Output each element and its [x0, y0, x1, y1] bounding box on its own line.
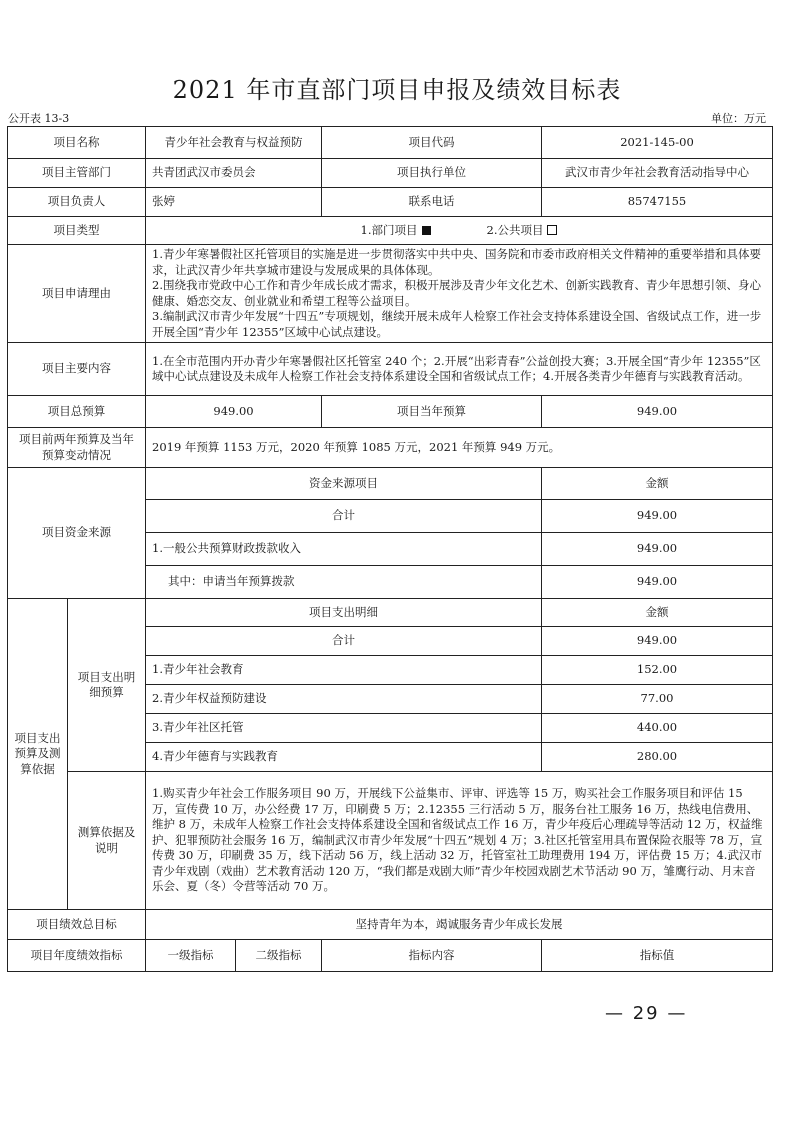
row-detail-head [8, 599, 773, 627]
goal-label: 项目绩效总目标 [8, 910, 146, 940]
project-code-value: 2021-145-00 [542, 127, 773, 159]
detail-head-item: 项目支出明细 [146, 599, 542, 627]
detail-item-amount: 280.00 [542, 743, 773, 772]
funding-total-value: 949.00 [542, 500, 773, 533]
leader-label: 项目负责人 [8, 188, 146, 217]
reason-item-2: 2.围绕我市党政中心工作和青少年成长成才需求，积极开展涉及青少年文化艺术、创新实践教育、青少年思想引领、身心健康、婚恋交友、创业就业和希望工程等公益项目。 [152, 278, 761, 308]
current-budget-label: 项目当年预算 [322, 396, 542, 428]
type-label: 项目类型 [8, 217, 146, 245]
exec-label: 项目执行单位 [322, 159, 542, 188]
funding-general-value: 949.00 [542, 533, 773, 566]
project-form-table [7, 126, 773, 972]
row-project-name [8, 127, 773, 159]
funding-current-label: 其中：申请当年预算拨款 [146, 566, 542, 599]
row-goal [8, 910, 773, 940]
goal-text: 坚持青年为本，竭诚服务青少年成长发展 [146, 910, 773, 940]
row-dept [8, 159, 773, 188]
indicator-value: 指标值 [542, 940, 773, 972]
content-text: 1.在全市范围内开办青少年寒暑假社区托管室 240 个；2.开展“出彩青春”公益创投大赛；3.开展全国“青少年 12355”区域中心试点建设及未成年人检察工作社会支持体系建设全国和省级试点工作；4.开展各类青少年德育与实践教育活动。 [146, 343, 773, 396]
funding-head-item: 资金来源项目 [146, 468, 542, 500]
row-funding-head [8, 468, 773, 500]
expense-label: 项目支出预算及测算依据 [8, 599, 68, 910]
total-budget-value: 949.00 [146, 396, 322, 428]
indicator-label: 项目年度绩效指标 [8, 940, 146, 972]
detail-item-amount: 440.00 [542, 714, 773, 743]
reason-text [146, 245, 773, 343]
row-basis [8, 772, 773, 910]
form-number: 公开表 13-3 [8, 112, 70, 125]
detail-head-amount: 金额 [542, 599, 773, 627]
phone-value: 85747155 [542, 188, 773, 217]
project-name-value: 青少年社会教育与权益预防 [146, 127, 322, 159]
page-number: — 29 — [605, 1003, 688, 1024]
row-budget [8, 396, 773, 428]
detail-item-label: 2.青少年权益预防建设 [146, 685, 542, 714]
dept-label: 项目主管部门 [8, 159, 146, 188]
detail-item-amount: 152.00 [542, 656, 773, 685]
indicator-l2: 二级指标 [236, 940, 322, 972]
leader-value: 张婷 [146, 188, 322, 217]
detail-label: 项目支出明细预算 [68, 599, 146, 772]
current-budget-value: 949.00 [542, 396, 773, 428]
row-reason [8, 245, 773, 343]
type-option-dept: 1.部门项目 [360, 222, 418, 237]
page-title: 2021 年市直部门项目申报及绩效目标表 [172, 76, 622, 104]
detail-item-label: 3.青少年社区托管 [146, 714, 542, 743]
unit-label: 单位：万元 [711, 112, 766, 125]
row-content [8, 343, 773, 396]
history-text: 2019 年预算 1153 万元，2020 年预算 1085 万元，2021 年预算 949 万元。 [146, 428, 773, 468]
history-label: 项目前两年预算及当年预算变动情况 [8, 428, 146, 468]
reason-label: 项目申请理由 [8, 245, 146, 343]
project-code-label: 项目代码 [322, 127, 542, 159]
row-history [8, 428, 773, 468]
funding-head-amount: 金额 [542, 468, 773, 500]
phone-label: 联系电话 [322, 188, 542, 217]
funding-total-label: 合计 [146, 500, 542, 533]
basis-label: 测算依据及说明 [68, 772, 146, 910]
funding-general-label: 1.一般公共预算财政拨款收入 [146, 533, 542, 566]
type-option-public: 2.公共项目 [486, 222, 544, 237]
row-leader [8, 188, 773, 217]
type-options [146, 217, 773, 245]
total-budget-label: 项目总预算 [8, 396, 146, 428]
dept-value: 共青团武汉市委员会 [146, 159, 322, 188]
content-label: 项目主要内容 [8, 343, 146, 396]
reason-item-1: 1.青少年寒暑假社区托管项目的实施是进一步贯彻落实中共中央、国务院和市委市政府相关文件精神的重要举措和具体要求，让武汉青少年共享城市建设与发展成果的具体体现。 [152, 247, 761, 277]
row-type [8, 217, 773, 245]
detail-item-amount: 77.00 [542, 685, 773, 714]
detail-item-label: 1.青少年社会教育 [146, 656, 542, 685]
exec-value: 武汉市青少年社会教育活动指导中心 [542, 159, 773, 188]
project-name-label: 项目名称 [8, 127, 146, 159]
reason-item-3: 3.编制武汉市青少年发展“十四五”专项规划，继续开展未成年人检察工作社会支持体系建设全国、省级试点工作，进一步开展全国“青少年 12355”区域中心试点建设。 [152, 309, 762, 339]
row-indicator-head [8, 940, 773, 972]
funding-label: 项目资金来源 [8, 468, 146, 599]
basis-text: 1.购买青少年社会工作服务项目 90 万，开展线下公益集市、评审、评选等 15 万，购买社会工作服务项目和评估 15 万，宣传费 10 万，办公经费 17 万，印刷费 5 万；2.12355 三行活动 5 万，服务台社工服务 16 万，热线电信费用、维护 8 万，未成年人检察工作社会支持体系建设全国和省级试点工作 16 万，青少年疫后心理疏导等活动 12 万，权益维护、犯罪预防社会服务 16 万，编制武汉市青少年发展“十四五”规划 4 万；3.社区托管室用具布置保险衣服等 78 万，宣传费 30 万，印刷费 35 万，线下活动 56 万，线上活动 32 万，托管室社工助理费用 194 万，评估费 15 万；4.武汉市青少年戏剧（戏曲）艺术教育活动 120 万，“我们都是戏剧大师”青少年校园戏剧艺术节活动 90 万，雏鹰行动、月末音乐会、夏（冬）令营等活动 70 万。 [146, 772, 773, 910]
unchecked-box-icon [547, 225, 557, 235]
indicator-l1: 一级指标 [146, 940, 236, 972]
checked-box-icon [422, 226, 431, 235]
indicator-content: 指标内容 [322, 940, 542, 972]
detail-item-label: 4.青少年德育与实践教育 [146, 743, 542, 772]
detail-total-label: 合计 [146, 627, 542, 656]
detail-total-value: 949.00 [542, 627, 773, 656]
funding-current-value: 949.00 [542, 566, 773, 599]
